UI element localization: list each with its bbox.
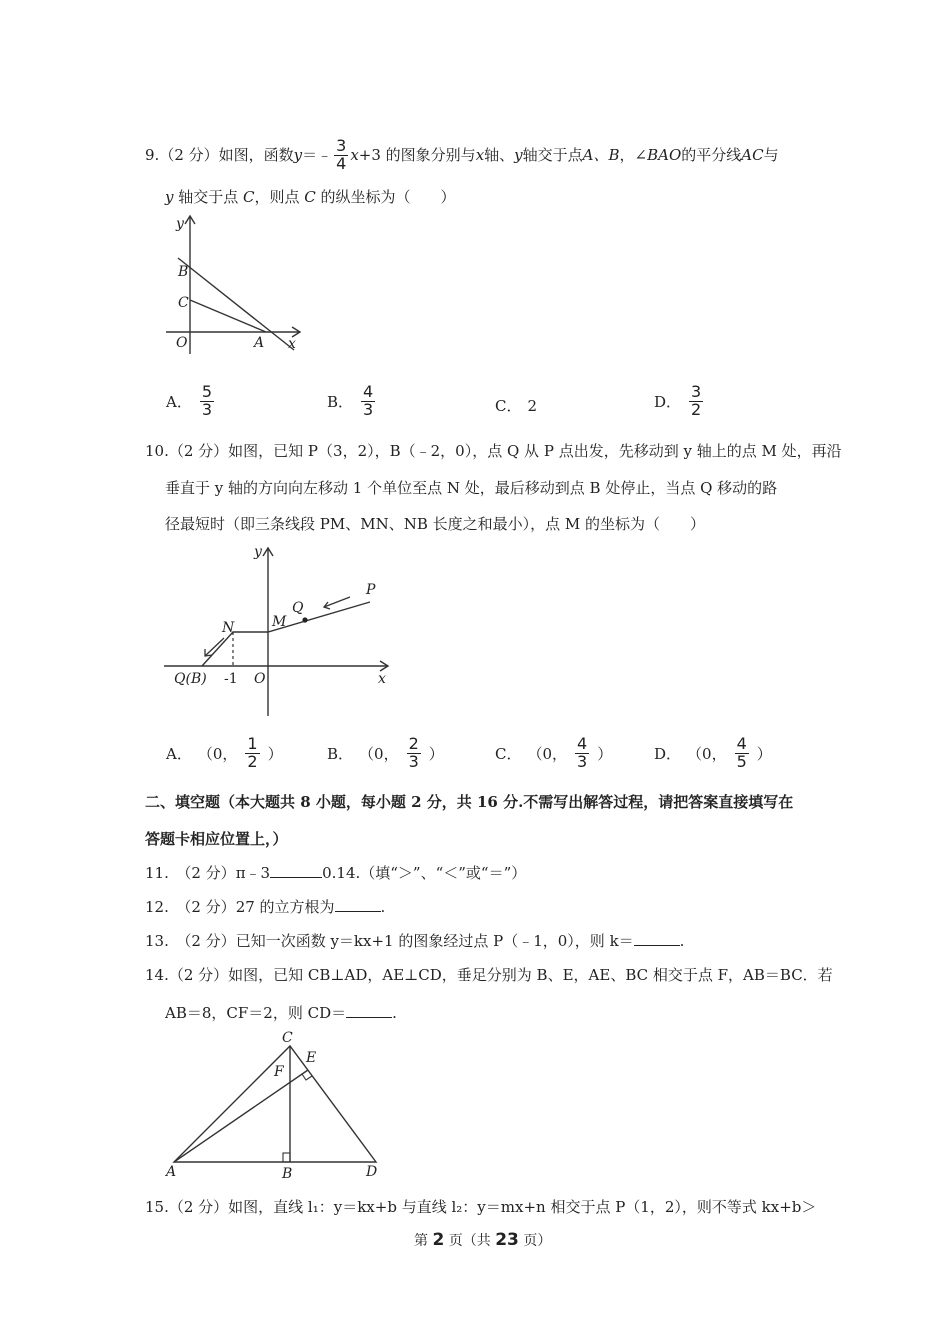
q14-label-b: B (282, 1166, 293, 1182)
q9-text: 与 (763, 145, 779, 164)
q9-figure (160, 212, 310, 357)
q9-text: ，则点 (254, 188, 305, 206)
q14-text: AB＝8，CF＝2，则 CD＝ (165, 1004, 347, 1022)
option-label: B． (327, 392, 354, 411)
option-post: ） (428, 744, 444, 763)
q14-label-a: A (166, 1164, 177, 1180)
q9-var-y: y (293, 145, 303, 164)
q12-score: （2 分） (183, 898, 236, 916)
option-post: ） (756, 744, 772, 763)
option-pre: （0， (359, 744, 399, 763)
option-fraction (245, 736, 259, 771)
frac-num: 4 (577, 734, 588, 753)
q9-option-c[interactable] (495, 395, 537, 416)
q10-figure (160, 540, 400, 720)
frac-den: 2 (691, 399, 702, 419)
q9-var: C (243, 188, 255, 206)
q11-text: 0.14.（填“＞”、“＜”或“＝”） (322, 864, 527, 882)
q14-label-f: F (274, 1064, 284, 1080)
q10-label-y: y (254, 544, 262, 560)
page-footer (414, 1232, 551, 1249)
q10-label-neg1: -1 (224, 671, 238, 687)
q12-answer-blank[interactable] (335, 911, 381, 912)
q9-var-x: x (350, 145, 359, 164)
option-pre: （0， (197, 744, 238, 763)
q9-label-o: O (176, 335, 188, 351)
q10-label-m: M (272, 614, 287, 630)
footer-text: 页（共 (444, 1233, 496, 1249)
q9-line1 (145, 138, 779, 173)
q13-answer-blank[interactable] (634, 945, 680, 946)
option-label: C． (495, 397, 522, 415)
section2-heading-line1: 二、填空题（本大题共 8 小题，每小题 2 分，共 16 分.不需写出解答过程，请把答案直接填写在 (145, 793, 794, 811)
q14-line2 (165, 1006, 397, 1021)
page-number: 2 (432, 1230, 445, 1250)
option-pre: （0， (687, 744, 727, 763)
q12 (145, 900, 385, 915)
frac-den: 3 (363, 399, 374, 419)
q9-label-c: C (178, 295, 189, 311)
q9-line-ab (178, 258, 294, 350)
q9-y-axis: y (514, 145, 523, 164)
option-label: C． (495, 744, 522, 763)
q10-label-p: P (366, 582, 376, 598)
q9-option-a[interactable] (166, 384, 216, 419)
page-total: 23 (495, 1230, 519, 1250)
q9-option-d[interactable] (654, 384, 705, 419)
q14-label-d: D (366, 1164, 378, 1180)
frac-den: 3 (577, 751, 588, 771)
option-pre: （0， (527, 744, 568, 763)
frac-num: 4 (363, 382, 374, 401)
q10-line3: 径最短时（即三条线段 PM、MN、NB 长度之和最小），点 M 的坐标为（ ） (165, 515, 706, 533)
q10-label-q: Q (292, 600, 304, 616)
q9-option-b[interactable] (327, 384, 377, 419)
option-label: B． (327, 744, 354, 763)
q9-var: y (165, 188, 174, 206)
option-fraction (200, 384, 214, 419)
option-fraction (407, 736, 421, 771)
option-label: A． (166, 744, 192, 763)
option-fraction (361, 384, 375, 419)
q10-option-a[interactable] (166, 736, 283, 771)
frac-den: 2 (247, 751, 258, 771)
q13-score: （2 分） (183, 932, 236, 950)
section2-heading-line2: 答题卡相应位置上，） (145, 830, 288, 848)
q12-number: 12. (145, 898, 169, 916)
q9-text: ，∠ (619, 145, 648, 164)
q9-var: C (304, 188, 316, 206)
q14-segment-ae (174, 1070, 308, 1162)
q13-number: 13. (145, 932, 169, 950)
q9-frac-num: 3 (336, 136, 347, 155)
q13-text: . (679, 932, 685, 950)
q9-line-ac-segment (190, 300, 266, 332)
q14-label-e: E (306, 1050, 317, 1066)
frac-den: 3 (201, 399, 213, 419)
q9-label-a: A (254, 335, 265, 351)
q14-label-c: C (282, 1030, 293, 1046)
option-fraction (575, 736, 589, 771)
q10-label-n: N (222, 620, 235, 636)
q13-text: 已知一次函数 y＝kx+1 的图象经过点 P（﹣1，0），则 k＝ (235, 932, 634, 950)
q10-line1: 10.（2 分）如图，已知 P（3，2），B（﹣2，0），点 Q 从 P 点出发，先移动到 y 轴上的点 M 处，再沿 (145, 442, 842, 460)
q11 (145, 866, 526, 881)
frac-num: 4 (736, 734, 747, 753)
q9-x-axis: x (475, 145, 485, 164)
q11-answer-blank[interactable] (270, 877, 322, 878)
q14-line1: 14.（2 分）如图，已知 CB⊥AD，AE⊥CD，垂足分别为 B、E，AE、BC 相交于点 F，AB＝BC．若 (145, 966, 833, 984)
q9-text: 如图，函数 (218, 145, 294, 164)
frac-num: 1 (247, 734, 258, 753)
q14-right-angle-b (283, 1153, 290, 1162)
q10-option-d[interactable] (654, 736, 772, 771)
option-label: A． (166, 392, 192, 411)
q9-angle: BAO (647, 145, 682, 164)
option-post: ） (597, 744, 613, 763)
q9-line2 (165, 190, 456, 205)
q9-label-x: x (288, 336, 296, 352)
q9-number: 9. (145, 145, 160, 164)
footer-text: 页） (518, 1233, 552, 1249)
q9-text: 的纵坐标为（ ） (315, 188, 456, 206)
q12-text: 27 的立方根为 (235, 898, 335, 916)
q10-option-b[interactable] (327, 736, 444, 771)
option-fraction (689, 384, 703, 419)
q9-points-ab: A、B (582, 145, 620, 164)
q10-label-x: x (378, 671, 386, 687)
q11-score: （2 分） (183, 864, 236, 882)
option-label: D． (654, 744, 682, 763)
option-fraction (735, 736, 749, 771)
q11-number: 11. (145, 864, 169, 882)
q10-line2: 垂直于 y 轴的方向向左移动 1 个单位至点 N 处，最后移动到点 B 处停止，当点 Q 移动的路 (165, 479, 778, 497)
footer-text: 第 (414, 1233, 433, 1249)
frac-den: 3 (408, 751, 419, 771)
q9-frac-den: 4 (336, 153, 347, 173)
q10-label-qb: Q(B) (174, 671, 207, 687)
frac-num: 5 (201, 382, 213, 401)
q15-line1: 15.（2 分）如图，直线 l₁：y＝kx+b 与直线 l₂：y＝mx+n 相交于点 P（1，2），则不等式 kx+b＞ (145, 1198, 817, 1216)
option-post: ） (267, 744, 283, 763)
frac-num: 2 (408, 734, 419, 753)
q13 (145, 934, 684, 949)
q11-text: π﹣3 (235, 864, 271, 882)
q14-text: . (392, 1004, 397, 1022)
q9-eq: ＝﹣ (302, 145, 333, 164)
q10-label-o: O (254, 671, 266, 687)
q9-text: 轴交于点 (173, 188, 244, 206)
q9-line-ac: AC (741, 145, 764, 164)
q9-text: +3 的图象分别与 (358, 145, 476, 164)
q9-text: 轴、 (484, 145, 515, 164)
q12-text: . (380, 898, 386, 916)
q9-label-b: B (178, 264, 189, 280)
q9-label-y: y (176, 216, 184, 232)
frac-num: 3 (691, 382, 702, 401)
option-label: D． (654, 392, 682, 411)
frac-den: 5 (736, 751, 747, 771)
q9-fraction (334, 138, 348, 173)
q14-right-angle-e (302, 1074, 312, 1080)
q10-point-q (302, 617, 307, 622)
q9-text: 的平分线 (681, 145, 742, 164)
q14-figure (160, 1028, 390, 1183)
q10-option-c[interactable] (495, 736, 612, 771)
q9-text: 轴交于点 (522, 145, 583, 164)
option-value: 2 (527, 396, 538, 415)
q14-answer-blank[interactable] (346, 1017, 392, 1018)
q9-score: （2 分） (159, 145, 219, 164)
